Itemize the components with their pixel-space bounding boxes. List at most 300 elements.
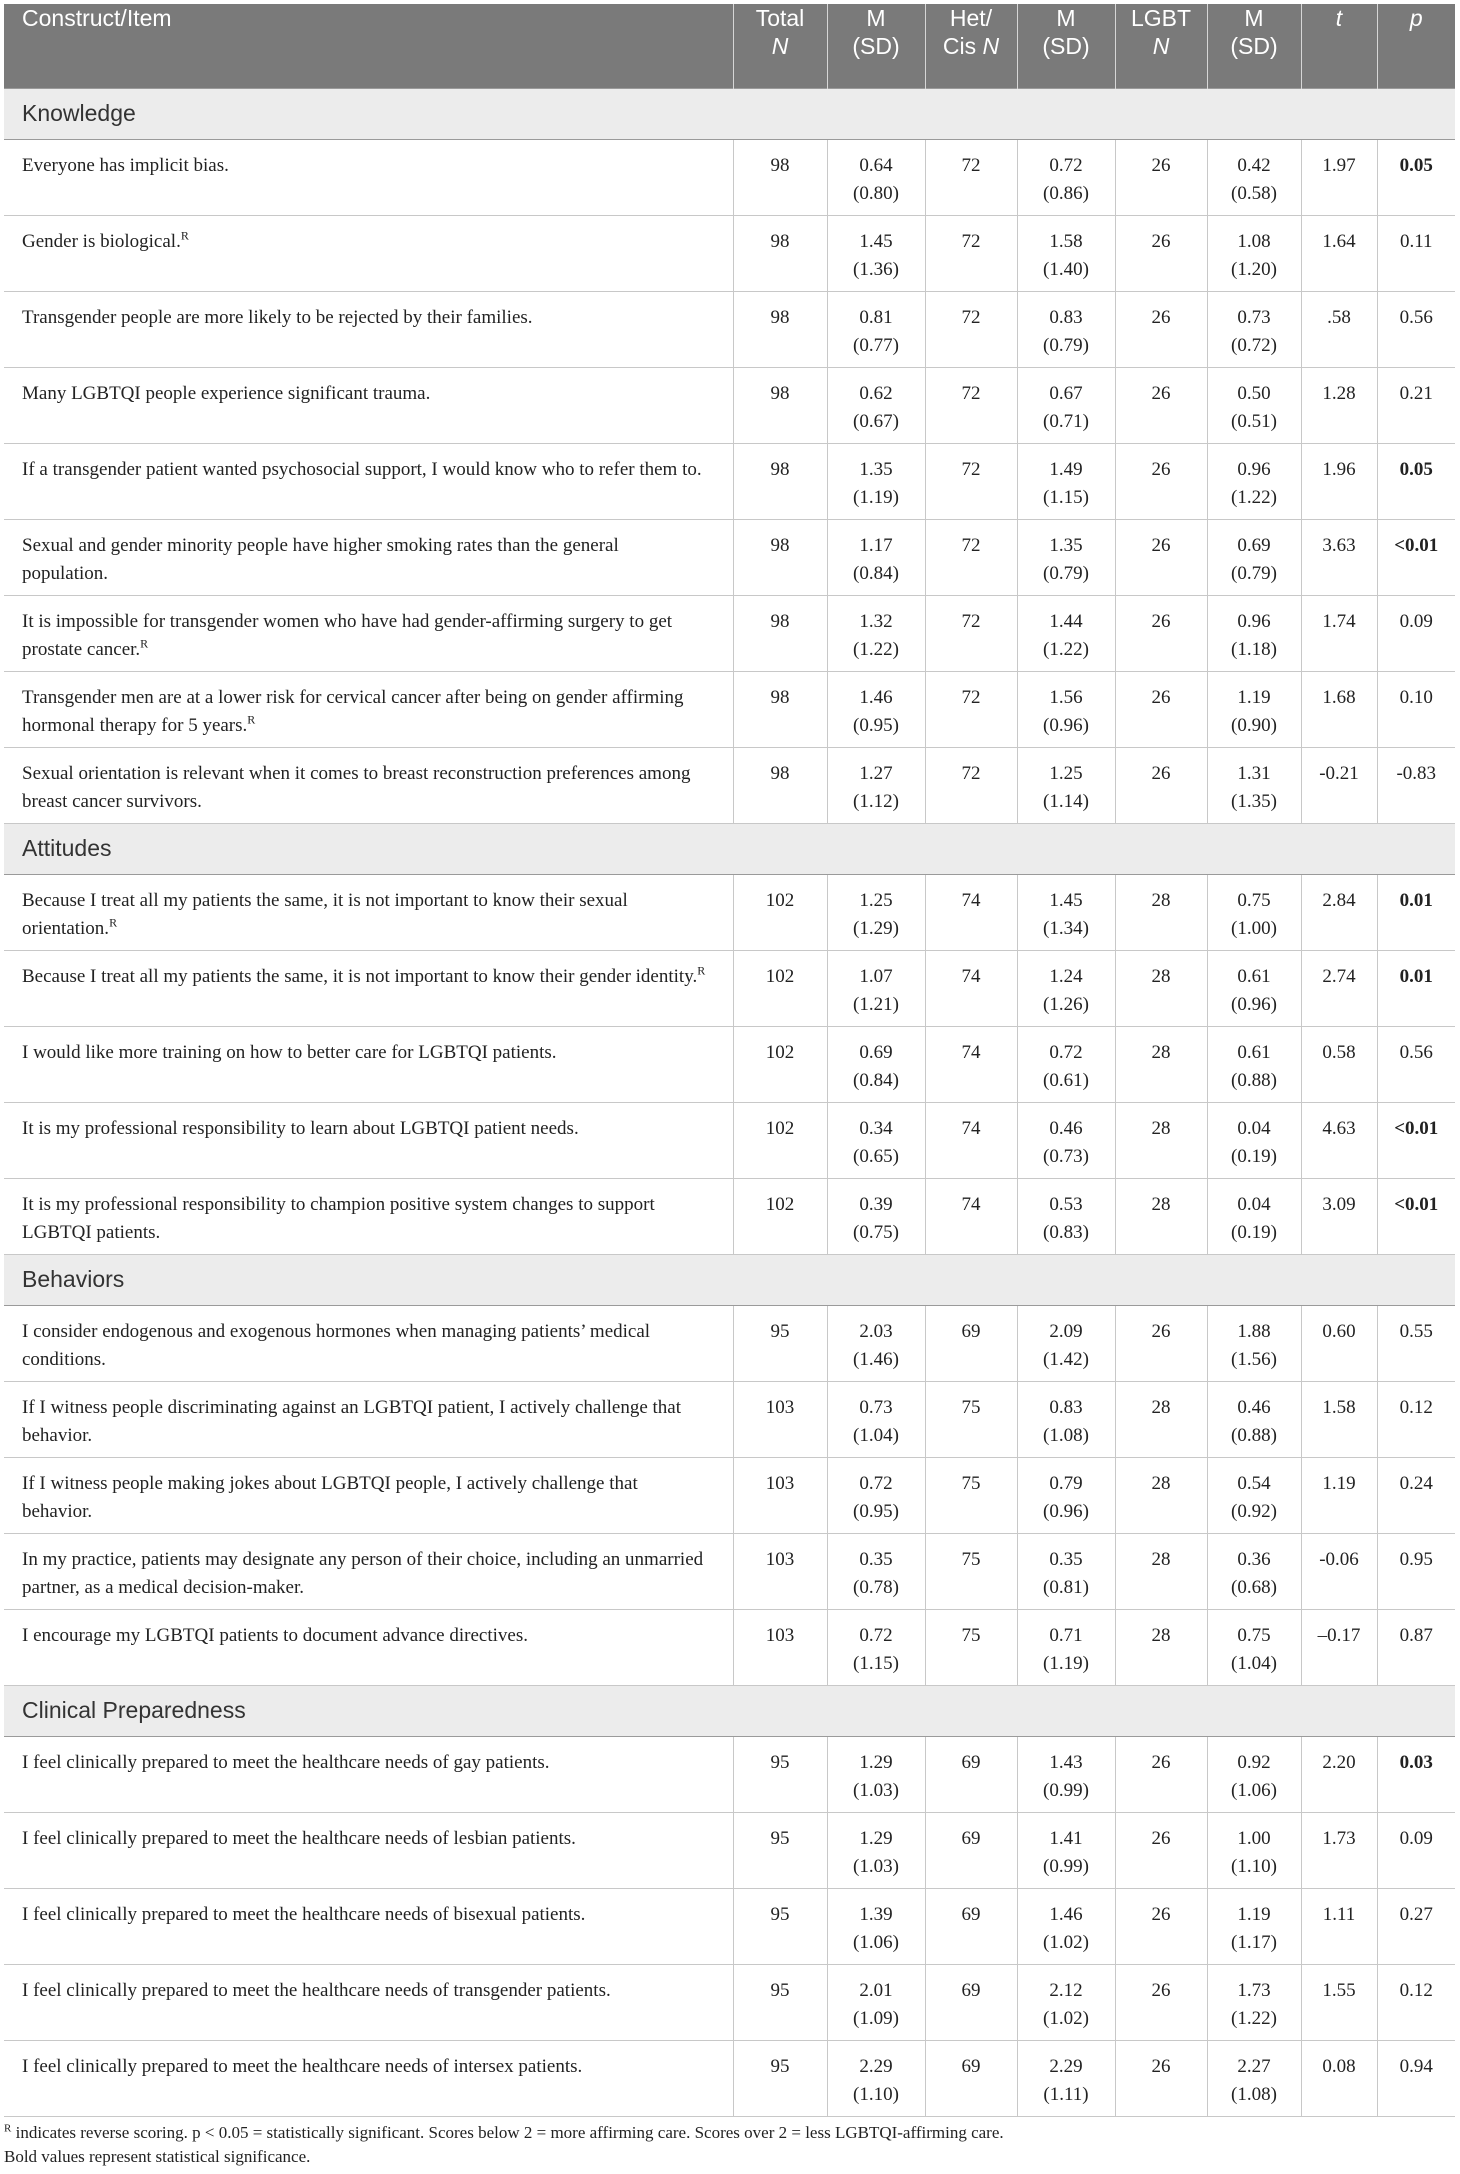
het-cis-n-cell: 72	[925, 443, 1017, 519]
lgbt-n-cell: 28	[1115, 1457, 1207, 1533]
note-reverse-scoring: $^R$ indicates reverse scoring. p < 0.05 = statistically significant. Scores below 2 = more affirming care. Scores over 2 = less LGBTQI-affirming care.	[4, 2122, 1004, 2142]
mean-value: 2.29	[1049, 2055, 1083, 2077]
t-cell: –0.17	[1301, 1609, 1377, 1685]
sd-value: (0.58)	[1231, 182, 1277, 204]
mean-value: 0.75	[1237, 889, 1271, 911]
sd-value: (1.35)	[1231, 790, 1277, 812]
item-cell	[4, 1888, 733, 1964]
sd-value: (0.88)	[1231, 1424, 1277, 1446]
item-text: If a transgender patient wanted psychosocial support, I would know who to refer them to.	[22, 458, 702, 480]
mean-value: 1.46	[859, 686, 893, 708]
table-row	[4, 1381, 1455, 1457]
lgbt-n-cell: 26	[1115, 1305, 1207, 1381]
sd-value: (1.22)	[1231, 486, 1277, 508]
sd-value: (1.21)	[853, 993, 899, 1015]
total-n-cell: 98	[733, 367, 827, 443]
t-cell: 2.20	[1301, 1736, 1377, 1812]
total-n-cell: 95	[733, 1888, 827, 1964]
m-sd-het-cell	[1017, 367, 1115, 443]
p-cell: 0.87	[1377, 1609, 1455, 1685]
section-title: Attitudes	[4, 823, 1455, 874]
m-sd-total-cell	[827, 1102, 925, 1178]
table-row	[4, 671, 1455, 747]
mean-value: 1.25	[1049, 762, 1083, 784]
sd-value: (1.03)	[853, 1779, 899, 1801]
table-row	[4, 139, 1455, 215]
sd-value: (1.06)	[853, 1931, 899, 1953]
m-sd-het-cell	[1017, 1102, 1115, 1178]
mean-value: 0.50	[1237, 382, 1271, 404]
table-row	[4, 950, 1455, 1026]
t-cell: .58	[1301, 291, 1377, 367]
item-text: I feel clinically prepared to meet the healthcare needs of lesbian patients.	[22, 1827, 576, 1849]
sd-value: (1.00)	[1231, 917, 1277, 939]
lgbt-n-cell: 28	[1115, 1102, 1207, 1178]
het-cis-n-cell: 75	[925, 1381, 1017, 1457]
lgbt-n-cell: 26	[1115, 139, 1207, 215]
sd-value: (1.04)	[1231, 1652, 1277, 1674]
sd-value: (0.19)	[1231, 1145, 1277, 1167]
item-text: Transgender men are at a lower risk for cervical cancer after being on gender affirming hormonal therapy for 5 years.	[22, 686, 684, 736]
sd-value: (1.10)	[1231, 1855, 1277, 1877]
mean-value: 0.04	[1237, 1193, 1271, 1215]
p-cell: <0.01	[1377, 519, 1455, 595]
m-sd-het-cell	[1017, 215, 1115, 291]
mean-value: 1.88	[1237, 1320, 1271, 1342]
lgbt-n-cell: 26	[1115, 519, 1207, 595]
m-sd-het-cell	[1017, 519, 1115, 595]
het-cis-n-cell: 69	[925, 2040, 1017, 2116]
table-row	[4, 1178, 1455, 1254]
mean-value: 0.72	[1049, 154, 1083, 176]
item-text: Many LGBTQI people experience significant trauma.	[22, 382, 431, 404]
t-cell: 0.58	[1301, 1026, 1377, 1102]
sd-value: (1.08)	[1231, 2083, 1277, 2105]
p-cell: 0.12	[1377, 1381, 1455, 1457]
item-cell	[4, 595, 733, 671]
m-sd-total-cell	[827, 1305, 925, 1381]
mean-value: 1.45	[859, 230, 893, 252]
mean-value: 2.03	[859, 1320, 893, 1342]
mean-value: 0.81	[859, 306, 893, 328]
sd-value: (1.15)	[853, 1652, 899, 1674]
sd-value: (1.40)	[1043, 258, 1089, 280]
sd-value: (1.34)	[1043, 917, 1089, 939]
sd-value: (1.19)	[853, 486, 899, 508]
p-cell: <0.01	[1377, 1102, 1455, 1178]
mean-value: 0.36	[1237, 1548, 1271, 1570]
total-n-cell: 103	[733, 1381, 827, 1457]
item-text: I feel clinically prepared to meet the healthcare needs of transgender patients.	[22, 1979, 611, 2001]
mean-value: 1.25	[859, 889, 893, 911]
p-cell: 0.24	[1377, 1457, 1455, 1533]
mean-value: 0.46	[1237, 1396, 1271, 1418]
table-row	[4, 291, 1455, 367]
sd-value: (1.14)	[1043, 790, 1089, 812]
section-title: Behaviors	[4, 1254, 1455, 1305]
m-sd-het-cell	[1017, 874, 1115, 950]
m-sd-total-cell	[827, 1533, 925, 1609]
sd-value: (1.04)	[853, 1424, 899, 1446]
item-cell	[4, 874, 733, 950]
sd-value: (0.96)	[1043, 714, 1089, 736]
total-n-cell: 98	[733, 215, 827, 291]
table-row	[4, 1102, 1455, 1178]
total-n-cell: 102	[733, 1178, 827, 1254]
table-row	[4, 519, 1455, 595]
m-sd-total-cell	[827, 1381, 925, 1457]
sd-value: (1.42)	[1043, 1348, 1089, 1370]
results-table	[4, 4, 1455, 2117]
mean-value: 2.09	[1049, 1320, 1083, 1342]
sd-value: (0.99)	[1043, 1855, 1089, 1877]
p-cell: 0.27	[1377, 1888, 1455, 1964]
item-cell	[4, 139, 733, 215]
reverse-scoring-marker: R	[180, 228, 189, 243]
table-row	[4, 1305, 1455, 1381]
item-cell	[4, 519, 733, 595]
m-sd-lgbt-cell	[1207, 1964, 1301, 2040]
t-cell: 1.74	[1301, 595, 1377, 671]
m-sd-het-cell	[1017, 1964, 1115, 2040]
sd-value: (0.80)	[853, 182, 899, 204]
total-n-cell: 95	[733, 1305, 827, 1381]
het-cis-n-cell: 75	[925, 1609, 1017, 1685]
mean-value: 1.56	[1049, 686, 1083, 708]
lgbt-n-cell: 26	[1115, 671, 1207, 747]
sd-value: (0.96)	[1231, 993, 1277, 1015]
m-sd-lgbt-cell	[1207, 1102, 1301, 1178]
m-sd-total-cell	[827, 2040, 925, 2116]
sd-value: (1.56)	[1231, 1348, 1277, 1370]
item-cell	[4, 291, 733, 367]
m-sd-het-cell	[1017, 1736, 1115, 1812]
het-cis-n-cell: 72	[925, 367, 1017, 443]
table-row	[4, 1457, 1455, 1533]
het-cis-n-cell: 74	[925, 1178, 1017, 1254]
section-header	[4, 88, 1455, 139]
m-sd-lgbt-cell	[1207, 1178, 1301, 1254]
m-sd-lgbt-cell	[1207, 1457, 1301, 1533]
item-cell	[4, 1736, 733, 1812]
p-cell: -0.83	[1377, 747, 1455, 823]
m-sd-total-cell	[827, 671, 925, 747]
item-cell	[4, 215, 733, 291]
table-row	[4, 1026, 1455, 1102]
item-text: Everyone has implicit bias.	[22, 154, 229, 176]
mean-value: 1.19	[1237, 686, 1271, 708]
lgbt-n-cell: 28	[1115, 1178, 1207, 1254]
total-n-cell: 102	[733, 1026, 827, 1102]
t-cell: 1.68	[1301, 671, 1377, 747]
item-cell	[4, 1457, 733, 1533]
het-cis-n-cell: 69	[925, 1736, 1017, 1812]
total-n-cell: 98	[733, 291, 827, 367]
table-row	[4, 1609, 1455, 1685]
total-n-cell: 102	[733, 874, 827, 950]
m-sd-total-cell	[827, 291, 925, 367]
sd-value: (1.26)	[1043, 993, 1089, 1015]
reverse-scoring-marker: R	[140, 636, 149, 651]
t-cell: 1.64	[1301, 215, 1377, 291]
het-cis-n-cell: 72	[925, 747, 1017, 823]
col-m-sd-total: M (SD)	[827, 4, 925, 88]
m-sd-het-cell	[1017, 139, 1115, 215]
het-cis-n-cell: 74	[925, 874, 1017, 950]
t-cell: 4.63	[1301, 1102, 1377, 1178]
m-sd-het-cell	[1017, 1609, 1115, 1685]
sd-value: (0.77)	[853, 334, 899, 356]
mean-value: 1.29	[859, 1827, 893, 1849]
sd-value: (0.67)	[853, 410, 899, 432]
sd-value: (1.15)	[1043, 486, 1089, 508]
t-cell: 0.60	[1301, 1305, 1377, 1381]
total-n-cell: 98	[733, 595, 827, 671]
col-m-sd-het: M (SD)	[1017, 4, 1115, 88]
table-row	[4, 367, 1455, 443]
m-sd-lgbt-cell	[1207, 1026, 1301, 1102]
mean-value: 1.45	[1049, 889, 1083, 911]
m-sd-total-cell	[827, 595, 925, 671]
item-text: I feel clinically prepared to meet the healthcare needs of intersex patients.	[22, 2055, 583, 2077]
het-cis-n-cell: 74	[925, 1026, 1017, 1102]
mean-value: 1.46	[1049, 1903, 1083, 1925]
mean-value: 1.29	[859, 1751, 893, 1773]
item-text: I encourage my LGBTQI patients to document advance directives.	[22, 1624, 528, 1646]
t-cell: 0.08	[1301, 2040, 1377, 2116]
total-n-cell: 95	[733, 1964, 827, 2040]
m-sd-het-cell	[1017, 747, 1115, 823]
m-sd-lgbt-cell	[1207, 747, 1301, 823]
item-cell	[4, 1102, 733, 1178]
col-lgbt-n: LGBT N	[1115, 4, 1207, 88]
t-cell: 1.55	[1301, 1964, 1377, 2040]
item-cell	[4, 671, 733, 747]
sd-value: (1.22)	[1043, 638, 1089, 660]
m-sd-lgbt-cell	[1207, 671, 1301, 747]
t-cell: 1.11	[1301, 1888, 1377, 1964]
sd-value: (0.75)	[853, 1221, 899, 1243]
mean-value: 1.41	[1049, 1827, 1083, 1849]
m-sd-het-cell	[1017, 443, 1115, 519]
t-cell: 2.74	[1301, 950, 1377, 1026]
item-text: If I witness people discriminating against an LGBTQI patient, I actively challenge that behavior.	[22, 1396, 681, 1446]
m-sd-total-cell	[827, 1736, 925, 1812]
total-n-cell: 98	[733, 139, 827, 215]
mean-value: 1.43	[1049, 1751, 1083, 1773]
mean-value: 0.61	[1237, 965, 1271, 987]
m-sd-het-cell	[1017, 1381, 1115, 1457]
p-cell: 0.95	[1377, 1533, 1455, 1609]
sd-value: (0.90)	[1231, 714, 1277, 736]
mean-value: 1.35	[859, 458, 893, 480]
mean-value: 0.75	[1237, 1624, 1271, 1646]
m-sd-total-cell	[827, 1888, 925, 1964]
mean-value: 0.34	[859, 1117, 893, 1139]
item-text: Sexual and gender minority people have higher smoking rates than the general population.	[22, 534, 619, 584]
m-sd-lgbt-cell	[1207, 519, 1301, 595]
het-cis-n-cell: 72	[925, 519, 1017, 595]
lgbt-n-cell: 28	[1115, 1609, 1207, 1685]
mean-value: 1.49	[1049, 458, 1083, 480]
item-text: It is my professional responsibility to champion positive system changes to support LGBTQI patients.	[22, 1193, 655, 1243]
het-cis-n-cell: 72	[925, 671, 1017, 747]
mean-value: 1.19	[1237, 1903, 1271, 1925]
lgbt-n-cell: 26	[1115, 1888, 1207, 1964]
mean-value: 2.12	[1049, 1979, 1083, 2001]
mean-value: 0.46	[1049, 1117, 1083, 1139]
lgbt-n-cell: 26	[1115, 291, 1207, 367]
total-n-cell: 103	[733, 1457, 827, 1533]
section-title: Knowledge	[4, 88, 1455, 139]
m-sd-lgbt-cell	[1207, 443, 1301, 519]
item-text: I consider endogenous and exogenous hormones when managing patients’ medical conditions.	[22, 1320, 651, 1370]
item-cell	[4, 367, 733, 443]
col-p: p	[1377, 4, 1455, 88]
item-cell	[4, 1533, 733, 1609]
mean-value: 1.31	[1237, 762, 1271, 784]
mean-value: 2.01	[859, 1979, 893, 2001]
sd-value: (0.83)	[1043, 1221, 1089, 1243]
item-text: Because I treat all my patients the same, it is not important to know their sexual orientation.	[22, 889, 628, 939]
mean-value: 2.27	[1237, 2055, 1271, 2077]
mean-value: 1.32	[859, 610, 893, 632]
sd-value: (1.18)	[1231, 638, 1277, 660]
table-row	[4, 1812, 1455, 1888]
mean-value: 1.27	[859, 762, 893, 784]
sd-value: (0.79)	[1043, 562, 1089, 584]
m-sd-total-cell	[827, 215, 925, 291]
lgbt-n-cell: 28	[1115, 1026, 1207, 1102]
lgbt-n-cell: 28	[1115, 874, 1207, 950]
mean-value: 0.42	[1237, 154, 1271, 176]
sd-value: (0.95)	[853, 714, 899, 736]
item-text: I would like more training on how to better care for LGBTQI patients.	[22, 1041, 557, 1063]
mean-value: 0.35	[1049, 1548, 1083, 1570]
p-cell: 0.56	[1377, 291, 1455, 367]
t-cell: 1.28	[1301, 367, 1377, 443]
sd-value: (0.95)	[853, 1500, 899, 1522]
m-sd-total-cell	[827, 1457, 925, 1533]
mean-value: 1.39	[859, 1903, 893, 1925]
total-n-cell: 98	[733, 747, 827, 823]
table-row	[4, 2040, 1455, 2116]
total-n-cell: 103	[733, 1533, 827, 1609]
m-sd-total-cell	[827, 1812, 925, 1888]
table-notes	[4, 2121, 1444, 2169]
m-sd-lgbt-cell	[1207, 291, 1301, 367]
mean-value: 0.67	[1049, 382, 1083, 404]
mean-value: 1.35	[1049, 534, 1083, 556]
m-sd-lgbt-cell	[1207, 874, 1301, 950]
table-row	[4, 443, 1455, 519]
col-total-n: Total N	[733, 4, 827, 88]
m-sd-het-cell	[1017, 1026, 1115, 1102]
p-cell: 0.94	[1377, 2040, 1455, 2116]
table-row	[4, 1888, 1455, 1964]
lgbt-n-cell: 28	[1115, 950, 1207, 1026]
lgbt-n-cell: 26	[1115, 595, 1207, 671]
mean-value: 0.92	[1237, 1751, 1271, 1773]
mean-value: 1.24	[1049, 965, 1083, 987]
t-cell: 3.09	[1301, 1178, 1377, 1254]
item-text: If I witness people making jokes about LGBTQI people, I actively challenge that behavior.	[22, 1472, 638, 1522]
item-cell	[4, 747, 733, 823]
lgbt-n-cell: 26	[1115, 747, 1207, 823]
sd-value: (1.29)	[853, 917, 899, 939]
p-cell: 0.01	[1377, 874, 1455, 950]
table-row	[4, 1964, 1455, 2040]
p-cell: 0.10	[1377, 671, 1455, 747]
m-sd-lgbt-cell	[1207, 1812, 1301, 1888]
p-cell: 0.09	[1377, 1812, 1455, 1888]
m-sd-lgbt-cell	[1207, 1888, 1301, 1964]
mean-value: 0.73	[1237, 306, 1271, 328]
m-sd-total-cell	[827, 1026, 925, 1102]
sd-value: (0.65)	[853, 1145, 899, 1167]
t-cell: 1.97	[1301, 139, 1377, 215]
sd-value: (0.86)	[1043, 182, 1089, 204]
lgbt-n-cell: 26	[1115, 1964, 1207, 2040]
lgbt-n-cell: 26	[1115, 443, 1207, 519]
sd-value: (1.22)	[1231, 2007, 1277, 2029]
item-cell	[4, 1305, 733, 1381]
total-n-cell: 98	[733, 671, 827, 747]
sd-value: (1.17)	[1231, 1931, 1277, 1953]
sd-value: (0.79)	[1231, 562, 1277, 584]
note-bold-values: Bold values represent statistical significance.	[4, 2147, 311, 2166]
m-sd-lgbt-cell	[1207, 2040, 1301, 2116]
t-cell: 1.96	[1301, 443, 1377, 519]
section-header	[4, 823, 1455, 874]
m-sd-het-cell	[1017, 1178, 1115, 1254]
item-cell	[4, 1381, 733, 1457]
m-sd-lgbt-cell	[1207, 215, 1301, 291]
het-cis-n-cell: 72	[925, 291, 1017, 367]
total-n-cell: 95	[733, 1812, 827, 1888]
p-cell: 0.21	[1377, 367, 1455, 443]
m-sd-total-cell	[827, 367, 925, 443]
t-cell: 1.58	[1301, 1381, 1377, 1457]
m-sd-lgbt-cell	[1207, 1609, 1301, 1685]
col-het-cis-n: Het/ Cis N	[925, 4, 1017, 88]
m-sd-lgbt-cell	[1207, 950, 1301, 1026]
mean-value: 0.64	[859, 154, 893, 176]
t-cell: -0.21	[1301, 747, 1377, 823]
m-sd-het-cell	[1017, 1533, 1115, 1609]
sd-value: (1.08)	[1043, 1424, 1089, 1446]
sd-value: (0.99)	[1043, 1779, 1089, 1801]
m-sd-total-cell	[827, 519, 925, 595]
item-cell	[4, 1812, 733, 1888]
m-sd-total-cell	[827, 1964, 925, 2040]
m-sd-total-cell	[827, 1609, 925, 1685]
t-cell: 1.73	[1301, 1812, 1377, 1888]
sd-value: (0.71)	[1043, 410, 1089, 432]
p-cell: 0.56	[1377, 1026, 1455, 1102]
table-row	[4, 747, 1455, 823]
mean-value: 0.73	[859, 1396, 893, 1418]
mean-value: 0.72	[859, 1624, 893, 1646]
p-cell: 0.01	[1377, 950, 1455, 1026]
het-cis-n-cell: 74	[925, 1102, 1017, 1178]
mean-value: 0.04	[1237, 1117, 1271, 1139]
m-sd-total-cell	[827, 139, 925, 215]
total-n-cell: 98	[733, 519, 827, 595]
total-n-cell: 95	[733, 1736, 827, 1812]
lgbt-n-cell: 28	[1115, 1381, 1207, 1457]
lgbt-n-cell: 28	[1115, 1533, 1207, 1609]
